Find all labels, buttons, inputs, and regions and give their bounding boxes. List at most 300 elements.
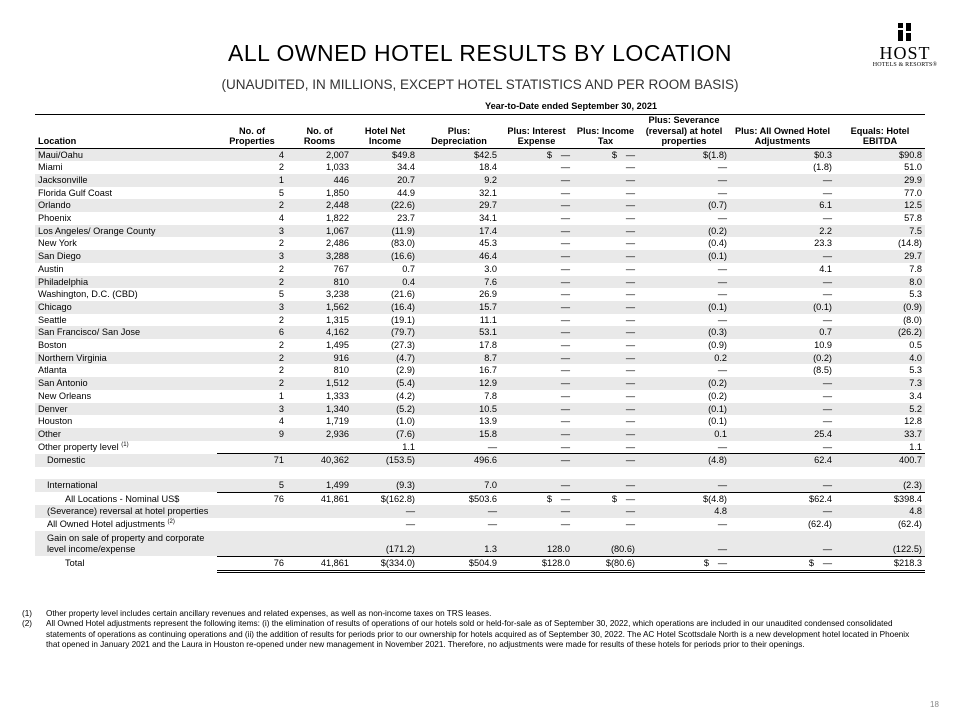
cell-value: 7.0	[418, 479, 500, 492]
cell-value: 34.1	[418, 212, 500, 225]
cell-value: 51.0	[835, 161, 925, 174]
cell-value: 5.2	[835, 403, 925, 416]
cell-value: —	[638, 531, 730, 557]
cell-value: 33.7	[835, 428, 925, 441]
cell-value: 4.1	[730, 263, 835, 276]
cell-value: —	[573, 314, 638, 327]
cell-value: 12.8	[835, 415, 925, 428]
cell-value: 1,822	[287, 212, 352, 225]
cell-value: —	[638, 364, 730, 377]
cell-value: —	[730, 403, 835, 416]
cell-value: 7.8	[418, 390, 500, 403]
table-row	[35, 301, 925, 314]
cell-value: 1	[217, 390, 287, 403]
cell-value: 13.9	[418, 415, 500, 428]
column-header: Location	[35, 115, 217, 149]
row-label: Austin	[35, 263, 217, 276]
cell-value: —	[573, 415, 638, 428]
row-label: New Orleans	[35, 390, 217, 403]
cell-value: 2.2	[730, 225, 835, 238]
row-label: International	[35, 479, 217, 492]
cell-value: (9.3)	[352, 479, 418, 492]
cell-value: 1,495	[287, 339, 352, 352]
row-label: Chicago	[35, 301, 217, 314]
cell-value: 3	[217, 403, 287, 416]
cell-value: 3,288	[287, 250, 352, 263]
row-label: San Diego	[35, 250, 217, 263]
cell-value: —	[573, 276, 638, 289]
cell-value: 4	[217, 148, 287, 161]
table-row	[35, 492, 925, 505]
cell-value: 2	[217, 352, 287, 365]
cell-value: (8.5)	[730, 364, 835, 377]
cell-value: 77.0	[835, 187, 925, 200]
cell-value: —	[500, 377, 573, 390]
cell-value: 4,162	[287, 326, 352, 339]
row-label: Denver	[35, 403, 217, 416]
cell-value: (0.1)	[638, 301, 730, 314]
cell-value: 810	[287, 364, 352, 377]
logo-tagline: HOTELS & RESORTS®	[872, 62, 938, 68]
cell-value: (171.2)	[352, 531, 418, 557]
cell-value	[217, 441, 287, 454]
cell-value: (19.1)	[352, 314, 418, 327]
row-label: Houston	[35, 415, 217, 428]
cell-value: 6.1	[730, 199, 835, 212]
cell-value: $ —	[573, 492, 638, 505]
cell-value: —	[730, 187, 835, 200]
cell-value: 46.4	[418, 250, 500, 263]
column-header: Hotel Net Income	[352, 115, 418, 149]
cell-value: 2,007	[287, 148, 352, 161]
cell-value: —	[500, 454, 573, 467]
cell-value: (22.6)	[352, 199, 418, 212]
cell-value: 1,067	[287, 225, 352, 238]
cell-value: 5	[217, 187, 287, 200]
cell-value: —	[638, 263, 730, 276]
table-row	[35, 454, 925, 467]
cell-value: 1,850	[287, 187, 352, 200]
row-label: Gain on sale of property and corporate level income/expense	[35, 531, 217, 557]
cell-value: 2	[217, 161, 287, 174]
column-header: Equals: Hotel EBITDA	[835, 115, 925, 149]
cell-value: (0.4)	[638, 237, 730, 250]
cell-value: —	[500, 199, 573, 212]
cell-value: (1.8)	[730, 161, 835, 174]
cell-value: (122.5)	[835, 531, 925, 557]
cell-value: 10.5	[418, 403, 500, 416]
cell-value: —	[573, 212, 638, 225]
cell-value: —	[573, 225, 638, 238]
cell-value: $504.9	[418, 556, 500, 571]
footnote-text: Other property level includes certain ancillary revenues and related expenses, as well as non-income taxes on TRS leases.	[46, 609, 492, 618]
cell-value: $ —	[638, 556, 730, 571]
cell-value: 7.6	[418, 276, 500, 289]
row-label: Other	[35, 428, 217, 441]
cell-value: —	[500, 187, 573, 200]
cell-value: 1,499	[287, 479, 352, 492]
row-label: Washington, D.C. (CBD)	[35, 288, 217, 301]
cell-value: 446	[287, 174, 352, 187]
cell-value: $218.3	[835, 556, 925, 571]
cell-value: $398.4	[835, 492, 925, 505]
cell-value: 29.7	[835, 250, 925, 263]
cell-value: 40,362	[287, 454, 352, 467]
cell-value: —	[573, 403, 638, 416]
cell-value: 15.7	[418, 301, 500, 314]
footnote-number: (1)	[22, 609, 33, 618]
cell-value: $ —	[500, 148, 573, 161]
row-label: Orlando	[35, 199, 217, 212]
spacer-row	[35, 467, 925, 479]
cell-value: 0.7	[730, 326, 835, 339]
cell-value: 0.2	[638, 352, 730, 365]
cell-value: —	[638, 174, 730, 187]
table-row	[35, 364, 925, 377]
cell-value: (2.3)	[835, 479, 925, 492]
cell-value: —	[573, 479, 638, 492]
cell-value: (0.2)	[638, 225, 730, 238]
cell-value: —	[573, 339, 638, 352]
cell-value: —	[730, 479, 835, 492]
column-header: No. of Properties	[217, 115, 287, 149]
column-header: Plus: All Owned Hotel Adjustments	[730, 115, 835, 149]
footnote-ref: (1)	[121, 441, 129, 448]
cell-value: 2,936	[287, 428, 352, 441]
cell-value: —	[638, 518, 730, 531]
cell-value: 3	[217, 301, 287, 314]
logo-wordmark: HOST	[879, 43, 931, 63]
cell-value: 1,562	[287, 301, 352, 314]
cell-value: —	[730, 531, 835, 557]
column-header: Plus: Severance (reversal) at hotel properties	[638, 115, 730, 149]
cell-value: (0.9)	[835, 301, 925, 314]
cell-value: —	[500, 326, 573, 339]
row-label: Maui/Oahu	[35, 148, 217, 161]
cell-value: 16.7	[418, 364, 500, 377]
cell-value: 400.7	[835, 454, 925, 467]
cell-value: —	[573, 288, 638, 301]
cell-value: —	[573, 377, 638, 390]
cell-value: $ —	[730, 556, 835, 571]
cell-value: 26.9	[418, 288, 500, 301]
cell-value: (153.5)	[352, 454, 418, 467]
cell-value: (0.1)	[638, 415, 730, 428]
cell-value: 5.3	[835, 364, 925, 377]
cell-value: —	[638, 479, 730, 492]
cell-value: 1,315	[287, 314, 352, 327]
cell-value: —	[573, 441, 638, 454]
cell-value: 7.3	[835, 377, 925, 390]
cell-value: 3	[217, 250, 287, 263]
cell-value: —	[573, 390, 638, 403]
cell-value: —	[730, 415, 835, 428]
cell-value: —	[500, 415, 573, 428]
cell-value	[287, 505, 352, 518]
cell-value: —	[352, 505, 418, 518]
cell-value: $49.8	[352, 148, 418, 161]
cell-value: 0.1	[638, 428, 730, 441]
cell-value: 7.5	[835, 225, 925, 238]
table-row	[35, 161, 925, 174]
cell-value: —	[573, 161, 638, 174]
cell-value: (14.8)	[835, 237, 925, 250]
cell-value: 29.9	[835, 174, 925, 187]
cell-value	[287, 518, 352, 531]
cell-value: 916	[287, 352, 352, 365]
cell-value: $(1.8)	[638, 148, 730, 161]
cell-value: —	[638, 288, 730, 301]
table-row	[35, 314, 925, 327]
cell-value: —	[500, 390, 573, 403]
cell-value: 767	[287, 263, 352, 276]
cell-value: —	[638, 276, 730, 289]
footnotes	[22, 609, 922, 650]
row-label: Total	[35, 556, 217, 571]
cell-value: (7.6)	[352, 428, 418, 441]
cell-value: 76	[217, 492, 287, 505]
table-row	[35, 505, 925, 518]
table-row	[35, 428, 925, 441]
cell-value: 2	[217, 314, 287, 327]
cell-value: $42.5	[418, 148, 500, 161]
cell-value: 41,861	[287, 492, 352, 505]
cell-value: —	[500, 174, 573, 187]
cell-value: 1,719	[287, 415, 352, 428]
cell-value: 9	[217, 428, 287, 441]
cell-value: —	[500, 352, 573, 365]
hotel-results-table	[35, 98, 925, 573]
cell-value: (0.7)	[638, 199, 730, 212]
cell-value: —	[418, 518, 500, 531]
cell-value: —	[573, 250, 638, 263]
cell-value: —	[730, 441, 835, 454]
cell-value: 2,448	[287, 199, 352, 212]
cell-value: —	[573, 326, 638, 339]
cell-value: —	[500, 225, 573, 238]
table-row	[35, 174, 925, 187]
cell-value: —	[500, 518, 573, 531]
cell-value: —	[638, 441, 730, 454]
row-label: All Locations - Nominal US$	[35, 492, 217, 505]
cell-value: —	[500, 250, 573, 263]
cell-value	[217, 518, 287, 531]
cell-value: (16.4)	[352, 301, 418, 314]
period-header: Year-to-Date ended September 30, 2021	[217, 98, 925, 115]
row-label: Philadelphia	[35, 276, 217, 289]
cell-value: (0.3)	[638, 326, 730, 339]
cell-value: 1	[217, 174, 287, 187]
cell-value: (80.6)	[573, 531, 638, 557]
cell-value: —	[500, 288, 573, 301]
cell-value: —	[573, 174, 638, 187]
cell-value	[287, 441, 352, 454]
table-body	[35, 148, 925, 571]
cell-value: —	[573, 428, 638, 441]
cell-value: (1.0)	[352, 415, 418, 428]
cell-value: 23.3	[730, 237, 835, 250]
row-label: Los Angeles/ Orange County	[35, 225, 217, 238]
cell-value: —	[500, 161, 573, 174]
cell-value: —	[500, 339, 573, 352]
cell-value: (0.2)	[638, 390, 730, 403]
cell-value: 17.8	[418, 339, 500, 352]
cell-value: 53.1	[418, 326, 500, 339]
column-header: Plus: Income Tax	[573, 115, 638, 149]
row-label: Other property level $^{(1)}$	[35, 441, 217, 454]
cell-value: —	[730, 377, 835, 390]
cell-value: —	[638, 187, 730, 200]
page-number: 18	[930, 700, 939, 709]
cell-value: 810	[287, 276, 352, 289]
cell-value: 3.4	[835, 390, 925, 403]
cell-value: 20.7	[352, 174, 418, 187]
cell-value: (83.0)	[352, 237, 418, 250]
cell-value: 2	[217, 339, 287, 352]
cell-value: —	[638, 314, 730, 327]
cell-value: 29.7	[418, 199, 500, 212]
table-row	[35, 326, 925, 339]
column-header: Plus: Depreciation	[418, 115, 500, 149]
cell-value: 8.0	[835, 276, 925, 289]
cell-value: 2	[217, 199, 287, 212]
cell-value: 4.0	[835, 352, 925, 365]
row-label: Phoenix	[35, 212, 217, 225]
cell-value: 3	[217, 225, 287, 238]
cell-value: —	[730, 505, 835, 518]
cell-value: $90.8	[835, 148, 925, 161]
cell-value: —	[500, 428, 573, 441]
cell-value	[287, 531, 352, 557]
footnote-text: All Owned Hotel adjustments represent the following items: (i) the elimination of results of operations of our hotels sold or held-for-sale as of September 30, 2022, which operations are included in our unaudited condensed consolidated statements of operations as continuing operations and (ii) the addition of results for periods prior to our ownership for hotels acquired as of September 30, 2022. The AC Hotel Scottsdale North is a new development hotel located in Phoenix that opened in January 2021 and the Laura in Houston re-opened under new management in November 2021. Therefore, no adjustments were made for results of these hotels for periods prior to their openings.	[46, 619, 910, 649]
cell-value: —	[500, 263, 573, 276]
cell-value: —	[573, 518, 638, 531]
table-row	[35, 403, 925, 416]
table-row	[35, 276, 925, 289]
cell-value: —	[573, 187, 638, 200]
cell-value: 12.9	[418, 377, 500, 390]
cell-value: —	[730, 288, 835, 301]
cell-value: 3.0	[418, 263, 500, 276]
cell-value: 57.8	[835, 212, 925, 225]
cell-value: 4	[217, 415, 287, 428]
cell-value: —	[730, 174, 835, 187]
cell-value: 1,340	[287, 403, 352, 416]
table-row	[35, 237, 925, 250]
cell-value: —	[730, 276, 835, 289]
cell-value: 41,861	[287, 556, 352, 571]
table-row	[35, 339, 925, 352]
cell-value: $ —	[573, 148, 638, 161]
table-row	[35, 187, 925, 200]
cell-value: 1.1	[352, 441, 418, 454]
cell-value: $(4.8)	[638, 492, 730, 505]
cell-value: —	[500, 479, 573, 492]
table-row	[35, 390, 925, 403]
column-header: Plus: Interest Expense	[500, 115, 573, 149]
column-header-row	[35, 115, 925, 149]
host-logo-icon	[896, 22, 914, 42]
page-title: ALL OWNED HOTEL RESULTS BY LOCATION	[227, 40, 732, 66]
cell-value: 5.3	[835, 288, 925, 301]
cell-value: —	[352, 518, 418, 531]
cell-value: —	[500, 505, 573, 518]
cell-value: 10.9	[730, 339, 835, 352]
cell-value: (26.2)	[835, 326, 925, 339]
cell-value: 12.5	[835, 199, 925, 212]
cell-value: $128.0	[500, 556, 573, 571]
cell-value: 11.1	[418, 314, 500, 327]
cell-value: 4	[217, 212, 287, 225]
table-row	[35, 556, 925, 571]
cell-value: 17.4	[418, 225, 500, 238]
cell-value: 9.2	[418, 174, 500, 187]
cell-value: 2	[217, 377, 287, 390]
cell-value: (4.8)	[638, 454, 730, 467]
cell-value: 45.3	[418, 237, 500, 250]
cell-value: 62.4	[730, 454, 835, 467]
cell-value: (4.2)	[352, 390, 418, 403]
cell-value: 71	[217, 454, 287, 467]
cell-value: 1,333	[287, 390, 352, 403]
cell-value	[217, 505, 287, 518]
cell-value: 25.4	[730, 428, 835, 441]
cell-value: —	[418, 505, 500, 518]
table-row	[35, 415, 925, 428]
cell-value: —	[500, 276, 573, 289]
footnote-ref: (2)	[167, 519, 175, 526]
cell-value: 6	[217, 326, 287, 339]
cell-value: (0.2)	[638, 377, 730, 390]
cell-value: (62.4)	[730, 518, 835, 531]
cell-value: 15.8	[418, 428, 500, 441]
host-logo	[868, 22, 942, 68]
cell-value: (8.0)	[835, 314, 925, 327]
cell-value: —	[500, 403, 573, 416]
cell-value: 0.7	[352, 263, 418, 276]
cell-value: 2	[217, 237, 287, 250]
cell-value: (62.4)	[835, 518, 925, 531]
cell-value: 32.1	[418, 187, 500, 200]
footnote-number: (2)	[22, 619, 33, 629]
cell-value: 5	[217, 288, 287, 301]
page-subtitle: (UNAUDITED, IN MILLIONS, EXCEPT HOTEL STATISTICS AND PER ROOM BASIS)	[221, 77, 739, 92]
row-label: Domestic	[35, 454, 217, 467]
cell-value	[217, 531, 287, 557]
cell-value: $503.6	[418, 492, 500, 505]
table-row	[35, 377, 925, 390]
cell-value: —	[500, 212, 573, 225]
cell-value: 76	[217, 556, 287, 571]
cell-value: 496.6	[418, 454, 500, 467]
cell-value: —	[573, 199, 638, 212]
cell-value: (2.9)	[352, 364, 418, 377]
row-label: All Owned Hotel adjustments $^{(2)}$	[35, 518, 217, 531]
cell-value: —	[730, 314, 835, 327]
cell-value: $ —	[500, 492, 573, 505]
cell-value: 128.0	[500, 531, 573, 557]
cell-value: 2	[217, 276, 287, 289]
row-label: San Francisco/ San Jose	[35, 326, 217, 339]
cell-value: 2,486	[287, 237, 352, 250]
cell-value: $(162.8)	[352, 492, 418, 505]
cell-value: (5.2)	[352, 403, 418, 416]
cell-value: (11.9)	[352, 225, 418, 238]
table-row	[35, 263, 925, 276]
cell-value: 8.7	[418, 352, 500, 365]
cell-value: —	[730, 250, 835, 263]
cell-value: —	[730, 390, 835, 403]
